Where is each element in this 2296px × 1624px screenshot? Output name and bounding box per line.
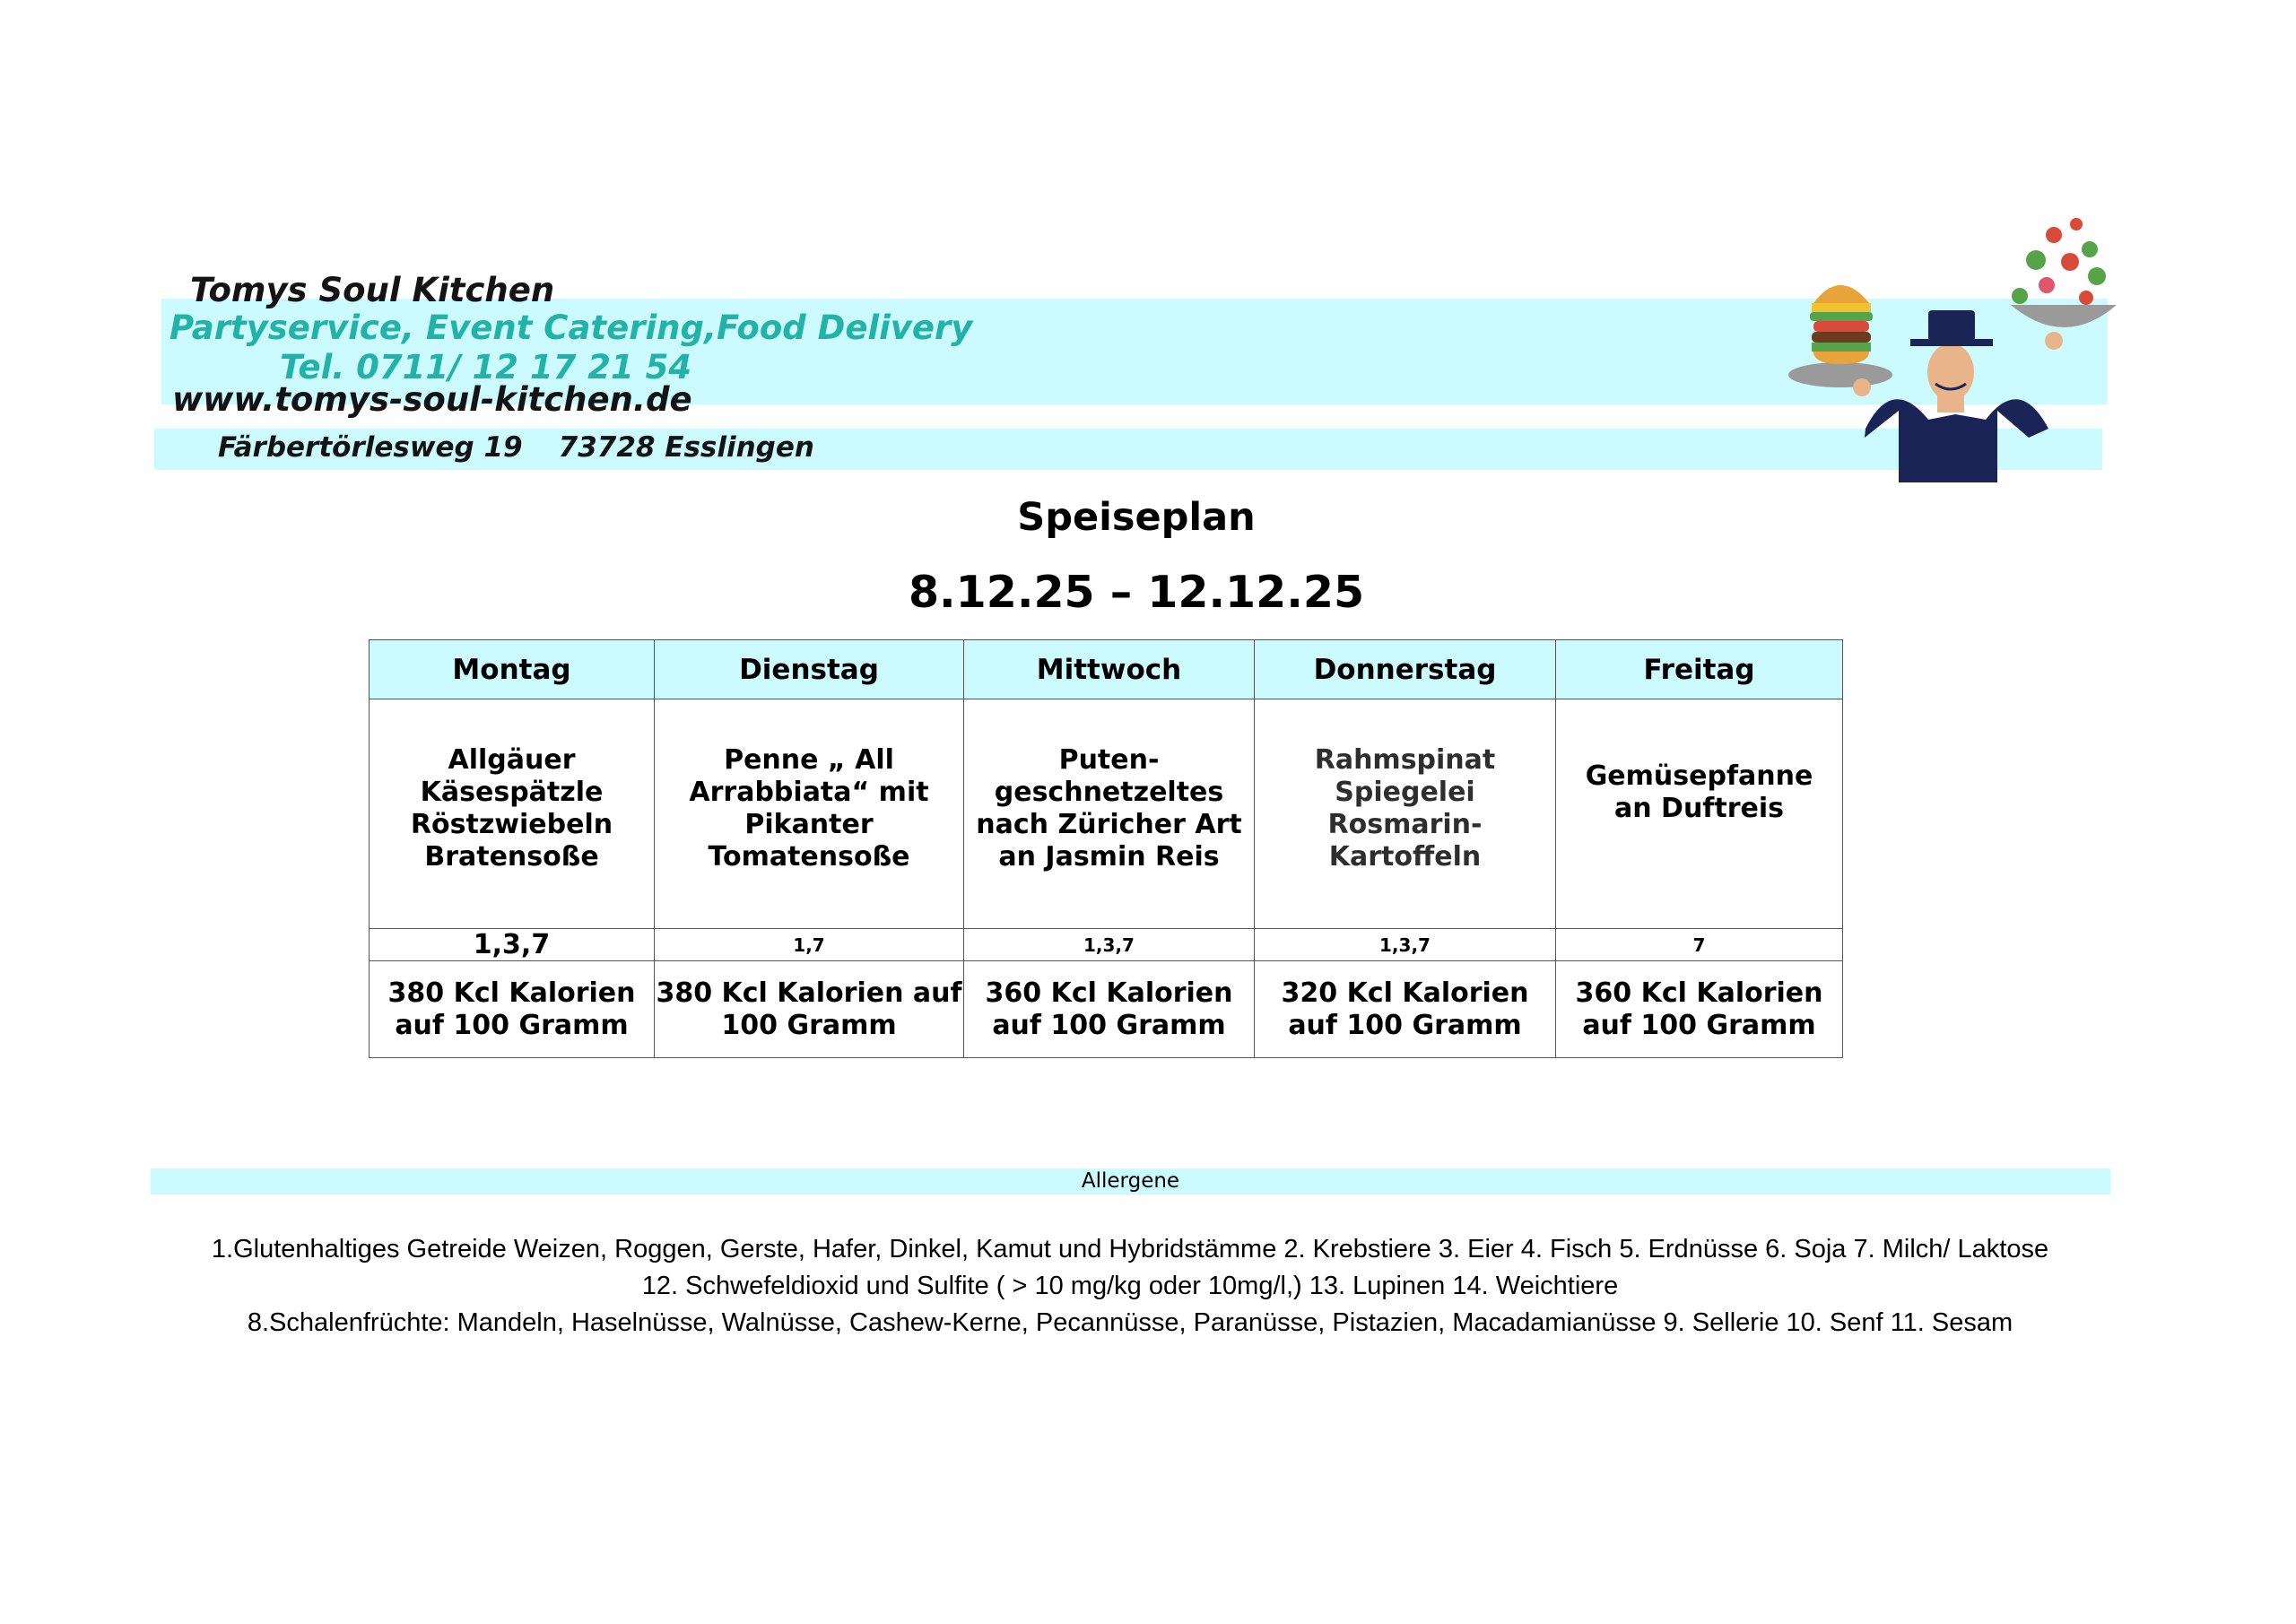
phone-number: Tel. 0711/ 12 17 21 54 xyxy=(280,348,692,386)
dish-line: Gemüsepfanne xyxy=(1585,760,1813,792)
allergene-legend xyxy=(0,1231,2260,1342)
allergene-line: 8.Schalenfrüchte: Mandeln, Haselnüsse, Walnüsse, Cashew-Kerne, Pecannüsse, Paranüsse, Pistazien, Macadamianüsse 9. Sellerie 10. Senf 11. Sesam xyxy=(247,1308,2013,1337)
allergen-row xyxy=(370,929,1843,961)
dish-montag xyxy=(370,699,655,929)
dish-line: Arrabbiata“ mit xyxy=(689,776,929,808)
allergens-freitag: 7 xyxy=(1556,929,1843,961)
dish-dienstag xyxy=(655,699,964,929)
table-header-row xyxy=(370,640,1843,699)
dish-line: Tomatensoße xyxy=(708,840,910,873)
kcal-line: 360 Kcl Kalorien xyxy=(985,977,1233,1009)
kcal-line: auf 100 Gramm xyxy=(1288,1009,1522,1041)
kcal-line: 380 Kcl Kalorien auf xyxy=(656,977,962,1009)
dish-line: Rosmarin- xyxy=(1327,808,1483,840)
kcal-dienstag xyxy=(655,961,964,1058)
allergene-line: 1.Glutenhaltiges Getreide Weizen, Roggen, Gerste, Hafer, Dinkel, Kamut und Hybridstämme 2. Krebstiere 3. Eier 4. Fisch 5. Erdnüsse 6. Soja 7. Milch/ Laktose xyxy=(211,1235,2049,1264)
kcal-line: 320 Kcl Kalorien xyxy=(1281,977,1529,1009)
dish-line: an Duftreis xyxy=(1614,792,1784,824)
dish-freitag xyxy=(1556,699,1843,929)
menu-table xyxy=(369,639,1843,1058)
allergens-mittwoch: 1,3,7 xyxy=(964,929,1255,961)
chef-juggling-burger-and-salad-icon xyxy=(1785,197,2117,484)
kcal-line: auf 100 Gramm xyxy=(1582,1009,1816,1041)
kcal-line: auf 100 Gramm xyxy=(395,1009,629,1041)
dish-mittwoch xyxy=(964,699,1255,929)
kcal-donnerstag xyxy=(1255,961,1556,1058)
address xyxy=(218,431,814,464)
day-header-mittwoch: Mittwoch xyxy=(964,640,1255,699)
dish-line: an Jasmin Reis xyxy=(998,840,1220,873)
allergens-montag: 1,3,7 xyxy=(370,929,655,961)
dish-line: Röstzwiebeln xyxy=(410,808,613,840)
allergene-line: 12. Schwefeldioxid und Sulfite ( > 10 mg/kg oder 10mg/l,) 13. Lupinen 14. Weichtiere xyxy=(641,1272,1619,1300)
dish-line: Spiegelei xyxy=(1335,776,1475,808)
allergene-heading: Allergene xyxy=(1081,1169,1180,1193)
dish-line: Kartoffeln xyxy=(1328,840,1482,873)
website-link[interactable]: www.tomys-soul-kitchen.de xyxy=(172,380,692,419)
kcal-freitag xyxy=(1556,961,1843,1058)
kcal-montag xyxy=(370,961,655,1058)
address-street: Färbertörlesweg 19 xyxy=(218,431,523,464)
dish-line: Penne „ All xyxy=(724,743,894,776)
kcal-line: 100 Gramm xyxy=(721,1009,897,1041)
address-city: 73728 Esslingen xyxy=(558,431,814,464)
dish-line: geschnetzeltes xyxy=(994,776,1224,808)
dish-line: Bratensoße xyxy=(424,840,599,873)
dish-line: Käsespätzle xyxy=(420,776,604,808)
services-line: Partyservice, Event Catering,Food Delivery xyxy=(170,308,973,347)
kcal-line: auf 100 Gramm xyxy=(992,1009,1226,1041)
day-header-freitag: Freitag xyxy=(1556,640,1843,699)
kcal-line: 380 Kcl Kalorien xyxy=(387,977,636,1009)
brand-name: Tomys Soul Kitchen xyxy=(190,271,555,309)
dish-line: Allgäuer xyxy=(448,743,576,776)
date-range: 8.12.25 – 12.12.25 xyxy=(908,567,1365,618)
dish-donnerstag xyxy=(1255,699,1556,929)
dish-line: Pikanter xyxy=(744,808,874,840)
dish-line: Puten- xyxy=(1058,743,1160,776)
kcal-mittwoch xyxy=(964,961,1255,1058)
day-header-dienstag: Dienstag xyxy=(655,640,964,699)
dish-row xyxy=(370,699,1843,929)
kcal-row xyxy=(370,961,1843,1058)
allergens-donnerstag: 1,3,7 xyxy=(1255,929,1556,961)
day-header-montag: Montag xyxy=(370,640,655,699)
allergens-dienstag: 1,7 xyxy=(655,929,964,961)
kcal-line: 360 Kcl Kalorien xyxy=(1575,977,1823,1009)
page-title: Speiseplan xyxy=(1017,495,1256,540)
dish-line: nach Züricher Art xyxy=(976,808,1242,840)
day-header-donnerstag: Donnerstag xyxy=(1255,640,1556,699)
dish-line: Rahmspinat xyxy=(1314,743,1496,776)
